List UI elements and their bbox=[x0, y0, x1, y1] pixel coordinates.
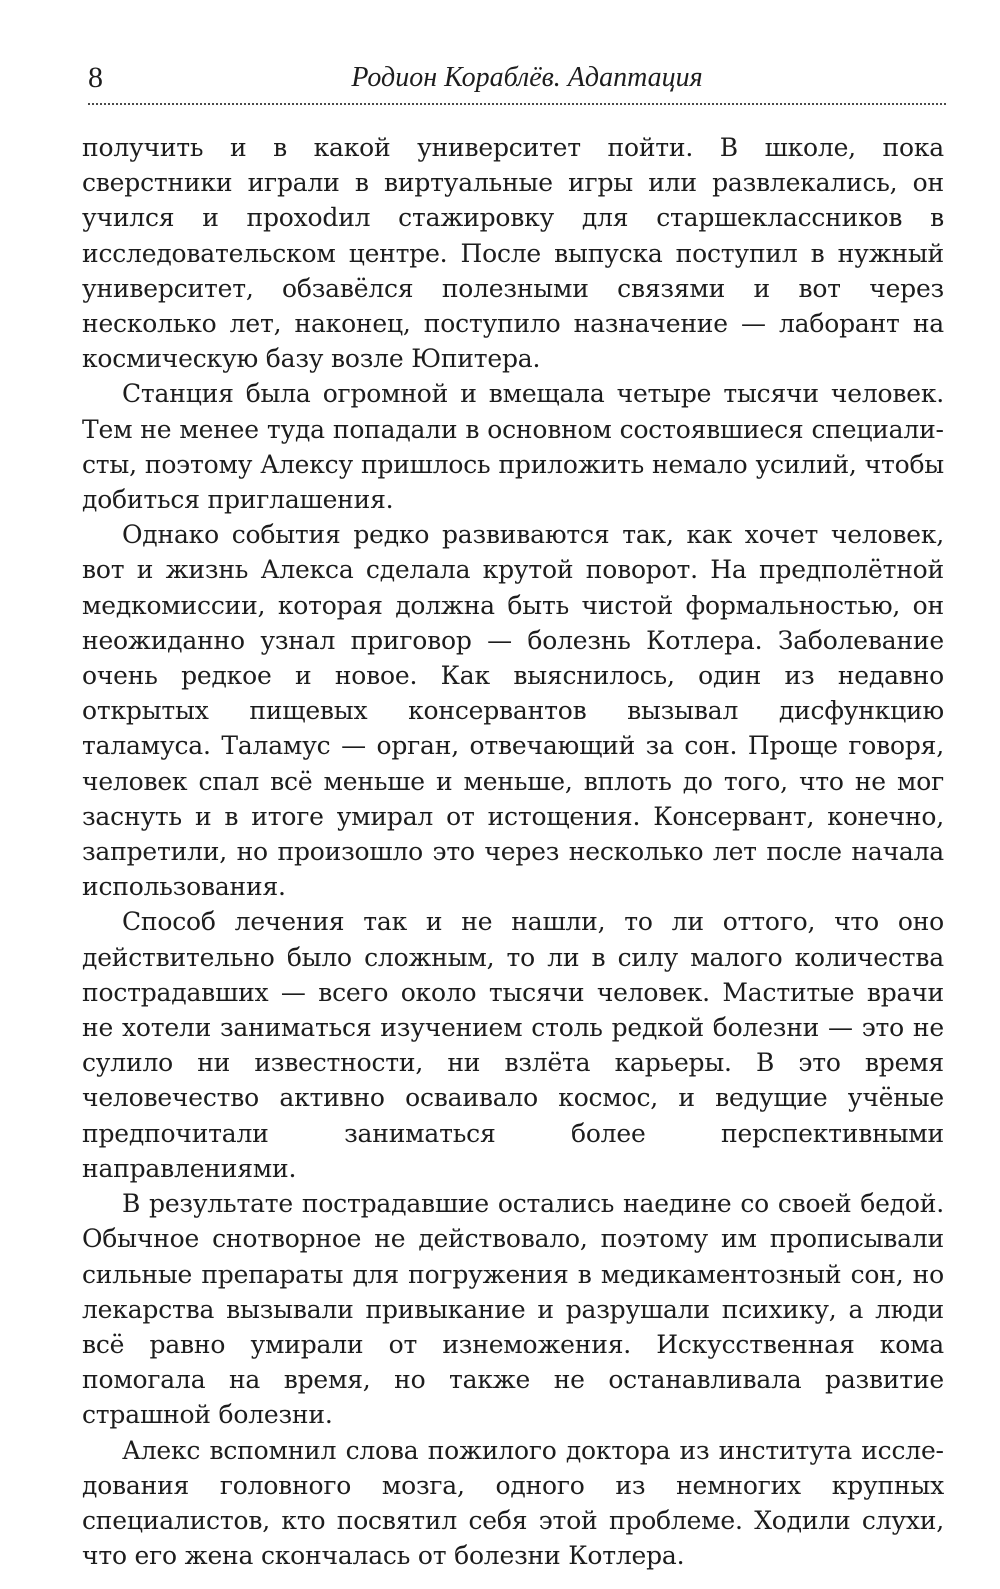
paragraph: Способ лечения так и не нашли, то ли оттого, что оно действительно было сложным, то ли в силу малого количества пострадавших — всего около тысячи человек. Маститые врачи не хотели заниматься изучением столь редкой болезни — это не сулило ни известности, ни взлёта карьеры. В это время человечество активно осваивало космос, и ведущие учёные предпочитали заниматься более перспективными направлениями. bbox=[82, 907, 944, 1183]
paragraph: В результате пострадавшие остались наедине со своей бедой. Обычное снотворное не действовало, поэтому им прописывали сильные препараты для погружения в медикаментозный сон, но лекарства вызывали привыкание и разрушали психику, а люди всё равно умирали от изнеможения. Искусственная кома помогала на время, но также не останавливала развитие страшной болезни. bbox=[82, 1189, 944, 1430]
body-text bbox=[82, 130, 944, 1573]
paragraph: Станция была огромной и вмещала четыре тысячи человек. Тем не менее туда попадали в основном состоявшиеся специалисты, поэтому Алексу пришлось приложить немало усилий, чтобы добиться приглашения. bbox=[82, 379, 944, 515]
paragraph: Однако события редко развиваются так, как хочет человек, вот и жизнь Алекса сделала крутой поворот. На предполётной медкомиссии, которая должна быть чистой формальностью, он неожиданно узнал приговор — болезнь Котлера. Заболевание очень редкое и новое. Как выяснилось, один из недавно открытых пищевых консервантов вызывал дисфункцию таламуса. Таламус — орган, отвечающий за сон. Проще говоря, человек спал всё меньше и меньше, вплоть до того, что не мог заснуть и в итоге умирал от истощения. Консервант, конечно, запретили, но произошло это через несколько лет после начала использования. bbox=[82, 520, 944, 902]
paragraph: получить и в какой университет пойти. В школе, пока сверстники играли в виртуальные игры или развлекались, он учился и прохоdил стажировку для старшеклассников в исследовательском центре. После выпуска поступил в нужный университет, обзавёлся полезными связями и вот через несколько лет, наконец, поступило назначение — лаборант на космическую базу возле Юпитера. bbox=[82, 133, 944, 374]
running-title: Родион Кораблёв. Адаптация bbox=[351, 62, 703, 93]
running-header bbox=[88, 58, 946, 102]
page-number: 8 bbox=[88, 61, 103, 94]
header-divider bbox=[88, 103, 946, 105]
paragraph: Алекс вспомнил слова пожилого доктора из института исследования головного мозга, одного из немногих крупных специалистов, кто посвятил себя этой проблеме. Ходили слухи, что его жена скончалась от болезни Котлера. bbox=[82, 1435, 944, 1571]
